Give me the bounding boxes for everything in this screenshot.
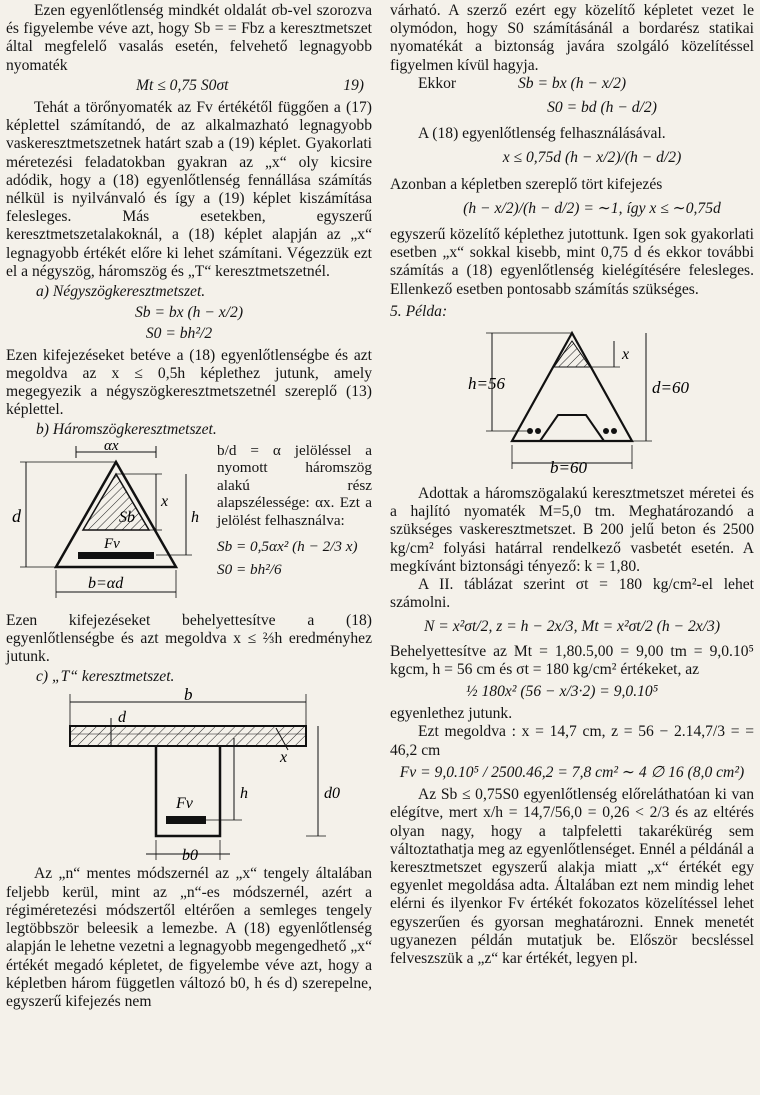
h-label: h=56 — [468, 374, 505, 394]
b-label: b — [184, 688, 193, 705]
dim-label: αx — [104, 441, 119, 454]
h-label: h — [240, 785, 248, 803]
equation: S0 = bd (h − d/2) — [547, 99, 657, 117]
paragraph: b/d = α jelöléssel a nyomott háromszög alakú rész alapszélessége: αx. Ezt a jelölést felhasználva: — [217, 441, 372, 530]
paragraph: Behelyettesítve az Mt = 1,80.5,00 = 9,00 tm = 9,0.10⁵ kgcm, h = 56 cm és σt = 180 kg/cm² értékeket, az — [390, 642, 754, 678]
paragraph: Azonban a képletben szereplő tört kifejezés — [390, 175, 663, 193]
equation-number: 19) — [343, 76, 364, 94]
equation: Fv = 9,0.10⁵ / 2500.46,2 = 7,8 cm² ∼ 4 ∅ 16 (8,0 cm²) — [399, 763, 745, 781]
equation: x ≤ 0,75d (h − x/2)/(h − d/2) — [502, 149, 682, 167]
ekkor-block — [390, 75, 754, 93]
paragraph: várható. A szerző ezért egy közelítő képletet vezet le olymódon, hogy S0 számításánál a bordarész statikai nyomatékát a biztonság javára szolgáló közelítéssel figyelmen kívül hagyja. — [390, 2, 754, 74]
equation: Sb = bx (h − x/2) — [518, 74, 627, 92]
x-label: x — [161, 492, 169, 510]
paragraph: A II. táblázat szerint σt = 180 kg/cm²-el lehet számolni. — [390, 576, 754, 612]
b0-label: b0 — [182, 847, 198, 864]
paragraph: Ezen egyenlőtlenség mindkét oldalát σb-vel szorozva és figyelembe véve azt, hogy Sb = = Fbz a keresztmetszet által megfelelő vasalás esetén, felvehető legnagyobb nyomaték — [6, 2, 372, 74]
sb-label: Sb — [119, 508, 135, 526]
paragraph: Ezen kifejezéseket betéve a (18) egyenlőtlenségbe és azt megoldva az x ≤ 0,5h képlethez jutunk, amely megegyezik a négyszögkeresztmetszetnél szereplő (13) képlettel. — [6, 346, 372, 419]
equation: (h − x/2)/(h − d/2) = ∼1, így x ≤ ∼0,75d — [463, 199, 721, 217]
b-label: b=60 — [550, 458, 587, 478]
equation: S0 = bh²/6 — [217, 561, 282, 579]
equation: Sb = bx (h − x/2) — [134, 304, 244, 322]
x-label: x — [280, 749, 288, 767]
paragraph: egyszerű közelítő képlethez jutottunk. Igen sok gyakorlati esetben „x“ sokkal kisebb, mint 0,75 d és ekkor további számítás a (18) egyenlőtlenség kielégítésére felesleges. Ellenkező esetben pontosabb számítás szükséges. — [390, 226, 754, 298]
right-column — [390, 2, 754, 968]
t-section-figure — [6, 688, 372, 863]
equation: Mt ≤ 0,75 S0σt — [136, 76, 229, 94]
section-heading-a: a) Négyszögkeresztmetszet. — [36, 283, 206, 301]
rebar — [78, 552, 154, 559]
paragraph: Az „n“ mentes módszernél az „x“ tengely általában feljebb kerül, mint az „n“-es módszernél, azért a régiméretezési módszertől eltérően a semleges tengely legtöbbször beleesik a lemezbe. A (18) egyenlőtlenség alapján le lehetne vezetni a legnagyobb megengedhető „x“ értékét megadó képletet, de figyelembe véve azt, hogy a képletben három független változó b0, h és d) szerepelne, egyszerű kifejezés nem — [6, 865, 372, 1010]
paragraph: Adottak a háromszögalakú keresztmetszet méretei és a hajlító nyomaték M=5,0 tm. Meghatározandó a szükséges vaskeresztmetszet. B 200 jelű beton és 2500 kg/cm² folyási határral rendelkező vasbetét esetén. A megkívánt biztonsági tényező: k = 1,80. — [390, 485, 754, 575]
equation: N = x²σt/2, z = h − 2x/3, Mt = x²σt/2 (h − 2x/3) — [423, 618, 721, 636]
triangle-section-figure — [6, 442, 211, 612]
equation: Sb = 0,5αx² (h − 2/3 x) — [217, 537, 358, 555]
paragraph: egyenlethez jutunk. — [390, 705, 513, 723]
d-label: d — [118, 709, 126, 727]
label: Ekkor — [418, 74, 457, 92]
triangle-section-block — [6, 442, 372, 612]
example-figure — [390, 323, 754, 483]
d-label: d=60 — [652, 378, 689, 398]
fv-label: Fv — [104, 535, 120, 552]
d0-label: d0 — [324, 785, 340, 803]
example-heading: 5. Példa: — [390, 302, 448, 320]
paragraph: A (18) egyenlőtlenség felhasználásával. — [418, 125, 666, 143]
paragraph: Ezen kifejezéseket behelyettesítve a (18) egyenlőtlenségbe és azt megoldva x ≤ ⅔h eredményhez jutunk. — [6, 611, 372, 666]
section-heading-c: c) „T“ keresztmetszet. — [36, 668, 175, 686]
h-label: h — [191, 508, 199, 526]
x-label: x — [622, 346, 630, 364]
left-column — [6, 2, 372, 1011]
paragraph: Ezt megoldva : x = 14,7 cm, z = 56 − 2.14,7/3 = = 46,2 cm — [390, 723, 754, 759]
d-label: d — [12, 505, 21, 526]
bottom-label: b=αd — [88, 574, 124, 592]
equation: ½ 180x² (56 − x/3·2) = 9,0.10⁵ — [465, 683, 659, 701]
fv-label: Fv — [176, 795, 193, 813]
section-heading-b: b) Háromszögkeresztmetszet. — [36, 421, 217, 439]
paragraph: Az Sb ≤ 0,75S0 egyenlőtlenség előreláthatóan ki van elégítve, mert x/h = 14,7/56,0 = 0,26 < 2/3 és az eltérés olyan nagy, hogy a talpfeletti takarékürég sem változtathatja meg az egyenlőtlenséget. Ennél a példánál a keresztmetszet egyszerű alakja miatt „x“ értékét egy egyenlet megoldása adta. Általában ezt nem mindig lehet elérni és ilyenkor Fv értékét fokozatos közelítéssel lehet egyszerűen és gyorsan meghatározni. Ennek menetét ugyanezen példán mutatjuk be. Először becsléssel felveszszük a „z“ kar értékét, legyen pl. — [390, 786, 754, 967]
equation: S0 = bh²/2 — [145, 325, 213, 343]
paragraph: Tehát a törőnyomaték az Fv értékétől függően a (17) képlettel számítandó, de az alkalmazható legnagyobb vaskeresztmetszetnek határt szab a (19) képlet. Gyakorlati méretezési feladatokban gyakran az „x“ oly kicsire adódik, hogy a (18) egyenlőtlenség fennállása számítás nélkül is nyilvánvaló és így a (19) képlet kiszámítása felesleges. Más esetekben, egyszerű keresztmetszetalakoknál, a (18) képlet alapján az „x“ legnagyobb értékét előre ki lehet számítani. Végezzük ezt el a négyszög, háromszög és „T“ keresztmetszetnél. — [6, 99, 372, 280]
equation-19 — [46, 77, 364, 95]
